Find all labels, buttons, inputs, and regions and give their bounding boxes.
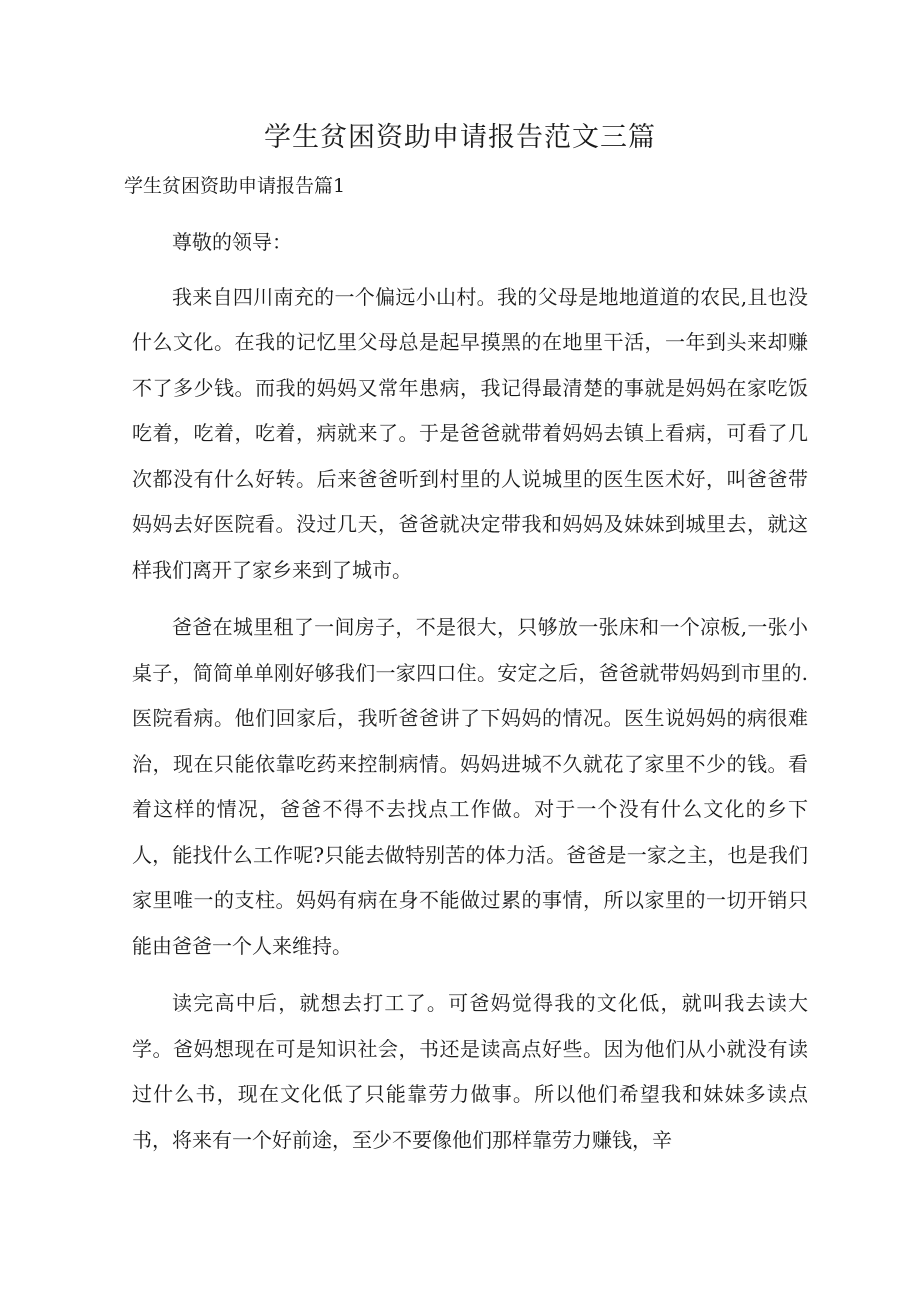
letter-greeting: 尊敬的领导：	[172, 230, 292, 254]
body-paragraph: 爸爸在城里租了一间房子，不是很大，只够放一张床和一个凉板,一张小桌子，简简单单刚好够我们一家四口住。安定之后，爸爸就带妈妈到市里的.医院看病。他们回家后，我听爸爸讲了下妈妈的情况。医生说妈妈的病很难治，现在只能依靠吃药来控制病情。妈妈进城不久就花了家里不少的钱。看着这样的情况，爸爸不得不去找点工作做。对于一个没有什么文化的乡下人，能找什么工作呢?只能去做特别苦的体力活。爸爸是一家之主，也是我们家里唯一的支柱。妈妈有病在身不能做过累的事情，所以家里的一切开销只能由爸爸一个人来维持。	[132, 615, 808, 958]
letter-body	[132, 220, 808, 1175]
document-title: 学生贫困资助申请报告范文三篇	[264, 122, 656, 153]
section-heading: 学生贫困资助申请报告篇1	[124, 175, 346, 197]
body-paragraph: 读完高中后，就想去打工了。可爸妈觉得我的文化低，就叫我去读大学。爸妈想现在可是知识社会，书还是读高点好些。因为他们从小就没有读过什么书，现在文化低了只能靠劳力做事。所以他们希望我和妹妹多读点书，将来有一个好前途，至少不要像他们那样靠劳力赚钱，辛	[132, 991, 808, 1152]
body-paragraph: 我来自四川南充的一个偏远小山村。我的父母是地地道道的农民,且也没什么文化。在我的记忆里父母总是起早摸黑的在地里干活，一年到头来却赚不了多少钱。而我的妈妈又常年患病，我记得最清楚的事就是妈妈在家吃饭吃着，吃着，吃着，病就来了。于是爸爸就带着妈妈去镇上看病，可看了几次都没有什么好转。后来爸爸听到村里的人说城里的医生医术好，叫爸爸带妈妈去好医院看。没过几天，爸爸就决定带我和妈妈及妹妹到城里去，就这样我们离开了家乡来到了城市。	[132, 284, 808, 582]
